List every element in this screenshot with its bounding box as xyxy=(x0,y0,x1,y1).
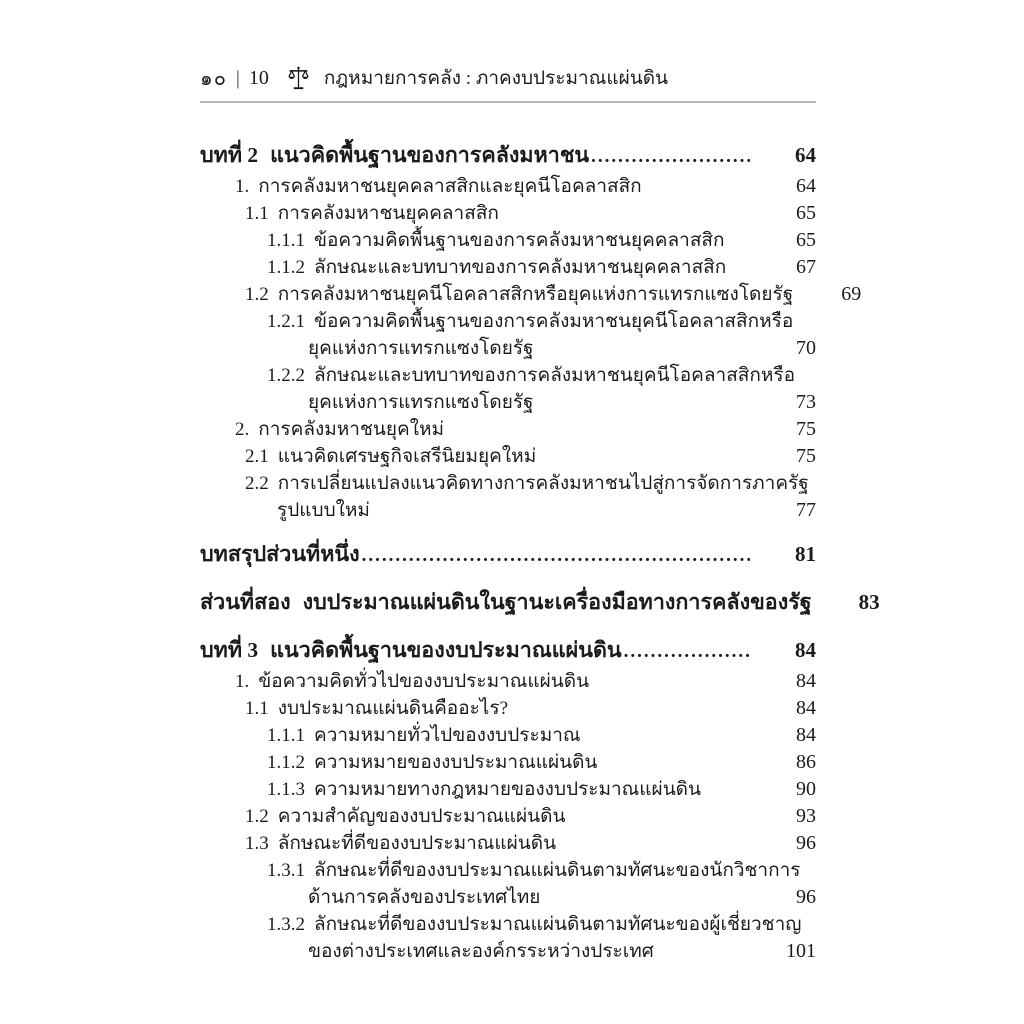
toc-entry-title: ลักษณะที่ดีของงบประมาณแผ่นดิน xyxy=(277,833,557,854)
toc-entry xyxy=(200,634,816,668)
toc-entry xyxy=(200,227,816,254)
toc-dotted-leader xyxy=(362,538,750,572)
toc-entry-page: 84 xyxy=(796,697,816,719)
toc-entry-number: ส่วนที่สอง xyxy=(200,590,291,614)
toc-entry xyxy=(200,857,816,884)
toc-entry-title: แนวคิดพื้นฐานของงบประมาณแผ่นดิน xyxy=(270,638,622,662)
toc-entry xyxy=(200,389,816,416)
toc-entry xyxy=(200,538,816,572)
toc-entry-page: 73 xyxy=(796,391,816,413)
toc-entry xyxy=(200,362,816,389)
toc-entry-page: 93 xyxy=(796,805,816,827)
toc-entry-page: 70 xyxy=(796,337,816,359)
toc-entry-title: ข้อความคิดทั่วไปของงบประมาณแผ่นดิน xyxy=(258,671,590,692)
toc-entry xyxy=(200,803,816,830)
toc-entry-number: 1.2.2 xyxy=(267,365,305,386)
toc-entry-title: งบประมาณแผ่นดินในฐานะเครื่องมือทางการคลังของรัฐ xyxy=(302,590,812,614)
toc-entry xyxy=(200,830,816,857)
toc-entry xyxy=(200,443,816,470)
page-header xyxy=(200,62,816,103)
toc-entry-number: 1.1.2 xyxy=(267,257,305,278)
toc-entry-number: 1.2 xyxy=(245,284,269,305)
toc-entry-number: 1.3 xyxy=(245,833,269,854)
toc-entry xyxy=(200,938,816,965)
toc-entry-number: บทที่ 3 xyxy=(200,638,259,662)
book-page xyxy=(200,62,880,965)
scales-of-justice-icon xyxy=(285,65,312,92)
toc-entry-page: 75 xyxy=(796,445,816,467)
toc-entry-number: 1.2.1 xyxy=(267,311,305,332)
toc-entry-title: การคลังมหาชนยุคนีโอคลาสสิกหรือยุคแห่งการแทรกแซงโดยรัฐ xyxy=(277,284,794,305)
toc-entry xyxy=(200,281,862,308)
toc-entry-title: ของต่างประเทศและองค์กรระหว่างประเทศ xyxy=(308,941,654,962)
toc-entry xyxy=(200,139,816,173)
toc-entry xyxy=(200,335,816,362)
toc-dotted-leader xyxy=(591,139,750,173)
toc-entry-title: บทสรุปส่วนที่หนึ่ง xyxy=(200,542,360,566)
toc-entry xyxy=(200,668,816,695)
toc-entry xyxy=(200,776,816,803)
toc-list xyxy=(200,139,880,965)
toc-entry-page: 65 xyxy=(796,202,816,224)
toc-entry-page: 96 xyxy=(796,886,816,908)
toc-entry-number: 1.3.2 xyxy=(267,914,305,935)
toc-entry-page: 64 xyxy=(795,143,816,167)
toc-entry-number: 1.1.1 xyxy=(267,230,305,251)
toc-entry-title: ลักษณะที่ดีของงบประมาณแผ่นดินตามทัศนะของผู้เชี่ยวชาญ xyxy=(314,914,802,935)
toc-entry-number: 1.1 xyxy=(245,698,269,719)
toc-entry-number: 1.1.2 xyxy=(267,752,305,773)
toc-entry-number: 1. xyxy=(235,176,250,197)
toc-entry-title: ลักษณะและบทบาทของการคลังมหาชนยุคนีโอคลาสสิกหรือ xyxy=(314,365,796,386)
toc-entry xyxy=(200,749,816,776)
toc-entry-page: 75 xyxy=(796,418,816,440)
toc-entry-page: 64 xyxy=(796,175,816,197)
toc-entry-title: แนวคิดเศรษฐกิจเสรีนิยมยุคใหม่ xyxy=(277,446,537,467)
toc-entry-number: 1.2 xyxy=(245,806,269,827)
toc-entry-number: 2.2 xyxy=(245,473,269,494)
toc-entry-title: ข้อความคิดพื้นฐานของการคลังมหาชนยุคนีโอคลาสสิกหรือ xyxy=(314,311,794,332)
toc-entry-title: ความสำคัญของงบประมาณแผ่นดิน xyxy=(277,806,566,827)
page-number-arabic: 10 xyxy=(248,66,269,89)
toc-entry xyxy=(200,695,816,722)
toc-entry-title: รูปแบบใหม่ xyxy=(277,500,370,521)
toc-entry-number: 1. xyxy=(235,671,250,692)
toc-entry-title: ความหมายทั่วไปของงบประมาณ xyxy=(314,725,581,746)
toc-entry-title: ความหมายของงบประมาณแผ่นดิน xyxy=(314,752,598,773)
toc-entry xyxy=(200,200,816,227)
toc-entry xyxy=(200,254,816,281)
toc-entry-number: 2. xyxy=(235,419,250,440)
toc-entry-title: การคลังมหาชนยุคคลาสสิก xyxy=(277,203,499,224)
toc-entry-title: ลักษณะและบทบาทของการคลังมหาชนยุคคลาสสิก xyxy=(314,257,727,278)
toc-entry-title: แนวคิดพื้นฐานของการคลังมหาชน xyxy=(270,143,590,167)
toc-entry xyxy=(200,497,816,524)
toc-entry-page: 86 xyxy=(796,751,816,773)
toc-entry-title: ลักษณะที่ดีของงบประมาณแผ่นดินตามทัศนะของนักวิชาการ xyxy=(314,860,801,881)
toc-entry-page: 84 xyxy=(796,724,816,746)
toc-entry-number: 1.1.1 xyxy=(267,725,305,746)
toc-dotted-leader xyxy=(624,634,750,668)
page-number-separator: | xyxy=(235,66,240,89)
toc-entry-page: 96 xyxy=(796,832,816,854)
toc-entry-title: ความหมายทางกฎหมายของงบประมาณแผ่นดิน xyxy=(314,779,702,800)
toc-entry-title: การคลังมหาชนยุคคลาสสิกและยุคนีโอคลาสสิก xyxy=(258,176,642,197)
toc-entry-title: ยุคแห่งการแทรกแซงโดยรัฐ xyxy=(308,392,534,413)
toc-entry-title: ข้อความคิดพื้นฐานของการคลังมหาชนยุคคลาสสิก xyxy=(314,230,725,251)
toc-entry-number: 1.1.3 xyxy=(267,779,305,800)
toc-entry-page: 67 xyxy=(796,256,816,278)
toc-entry-title: ยุคแห่งการแทรกแซงโดยรัฐ xyxy=(308,338,534,359)
toc-entry xyxy=(200,416,816,443)
toc-entry-page: 81 xyxy=(795,542,816,566)
toc-entry-page: 84 xyxy=(796,670,816,692)
toc-entry-title: การคลังมหาชนยุคใหม่ xyxy=(258,419,445,440)
page-number-thai: ๑๐ xyxy=(200,68,227,90)
toc-entry-page: 101 xyxy=(786,940,816,962)
toc-entry-page: 83 xyxy=(858,590,880,614)
toc-entry xyxy=(200,911,816,938)
toc-entry-number: 2.1 xyxy=(245,446,269,467)
toc-entry xyxy=(200,470,816,497)
toc-entry-page: 77 xyxy=(796,499,816,521)
toc-entry-title: การเปลี่ยนแปลงแนวคิดทางการคลังมหาชนไปสู่การจัดการภาครัฐ xyxy=(277,473,809,494)
toc-entry-page: 90 xyxy=(796,778,816,800)
toc-entry xyxy=(200,884,816,911)
toc-entry-number: บทที่ 2 xyxy=(200,143,259,167)
book-title: กฎหมายการคลัง : ภาคงบประมาณแผ่นดิน xyxy=(323,68,669,89)
toc-entry xyxy=(200,722,816,749)
toc-entry-page: 84 xyxy=(795,638,816,662)
toc-entry-number: 1.3.1 xyxy=(267,860,305,881)
toc-entry xyxy=(200,308,816,335)
toc-entry-page: 69 xyxy=(841,283,862,305)
toc-entry-title: งบประมาณแผ่นดินคืออะไร? xyxy=(277,698,509,719)
toc-entry-number: 1.1 xyxy=(245,203,269,224)
toc-entry-page: 65 xyxy=(796,229,816,251)
toc-entry xyxy=(200,173,816,200)
toc-entry-title: ด้านการคลังของประเทศไทย xyxy=(308,887,541,908)
toc-entry xyxy=(200,586,880,620)
